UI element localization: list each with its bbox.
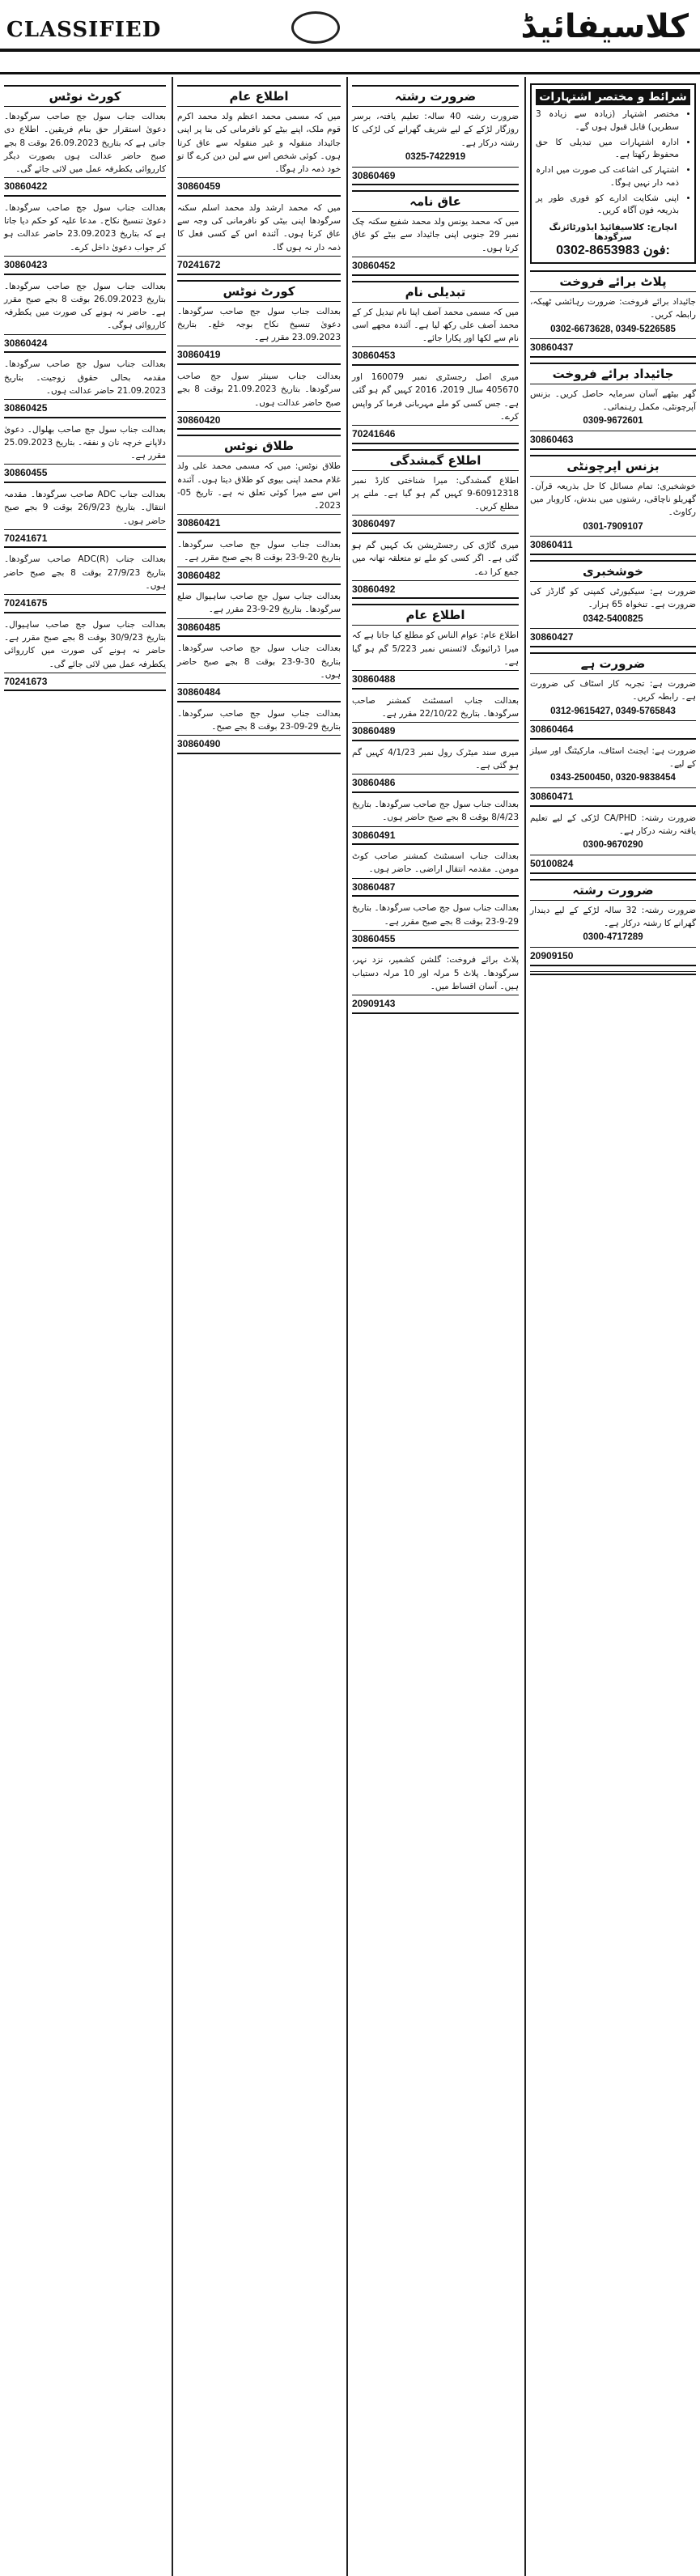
ad-item <box>4 280 166 354</box>
ad-code: 70241673 <box>4 673 166 692</box>
ad-code: 30860424 <box>4 334 166 354</box>
ad-item <box>352 215 519 275</box>
ad-item <box>530 388 696 450</box>
ad-body: اطلاع عام: عوام الناس کو مطلع کیا جاتا ہے کہ میرا ڈرائیونگ لائسنس نمبر 5/223 گم ہو گیا ہے۔ <box>352 630 520 667</box>
phone-prefix: فون: <box>643 244 670 257</box>
ad-body: بعدالت جناب سول جج صاحب سرگودھا۔ مقدمہ بحالی حقوق زوجیت۔ بتاریخ 21.09.2023 حاضر عدالت ہوں۔ <box>4 359 166 396</box>
rules-box <box>530 83 696 264</box>
ad-code: 20909150 <box>530 947 696 966</box>
section-general-notice: اطلاع عام <box>177 85 341 107</box>
urdu-title: کلاسیفائیڈ <box>520 8 689 45</box>
ad-item <box>4 110 166 197</box>
section-court-notice-center: کورٹ نوٹس <box>177 280 341 302</box>
ad-item <box>352 474 519 534</box>
ad-item <box>4 618 166 692</box>
ad-item <box>352 371 519 444</box>
ad-code: 30860463 <box>530 431 696 450</box>
ad-item <box>352 902 519 948</box>
ad-code: 30860489 <box>352 722 519 741</box>
ad-item <box>4 202 166 275</box>
ad-item <box>530 295 696 358</box>
ad-item <box>352 306 519 366</box>
ad-body: بعدالت جناب سول جج صاحب سرگودھا۔ بتاریخ 29-9-23 بوقت 8 بجے صبح مقرر ہے۔ <box>352 903 519 927</box>
ad-code: 30860497 <box>352 515 519 534</box>
section-required: ضرورت ہے <box>530 652 696 674</box>
contact-phone-row <box>536 242 690 258</box>
ad-phone: 0302-6673628, 0349-5226585 <box>550 324 676 334</box>
ad-body: ضرورت ہے: تجربہ کار اسٹاف کی ضرورت ہے۔ رابطہ کریں۔ <box>530 679 696 702</box>
ad-body: طلاق نوٹس: میں کہ مسمی محمد علی ولد غلام محمد اپنی بیوی کو طلاق دیتا ہوں۔ آئندہ اس سے میرا کوئی تعلق نہ ہے۔ تاریخ 05-2023۔ <box>177 461 341 511</box>
ad-item <box>4 358 166 418</box>
ad-item <box>530 812 696 874</box>
ad-body: بعدالت جناب سول جج صاحب سرگودھا۔ دعویٰ تنسیخ نکاح۔ مدعا علیہ کو حکم دیا جاتا ہے کہ بتاریخ 23.09.2023 حاضر عدالت ہو کر جواب دعویٰ داخل کرے۔ <box>4 202 166 253</box>
ad-body: میں کہ مسمی محمد آصف اپنا نام تبدیل کر کے محمد آصف علی رکھ لیا ہے۔ آئندہ مجھے اسی نام سے لکھا اور پکارا جائے۔ <box>352 307 519 344</box>
column-center-left <box>172 77 345 2576</box>
ad-phone: 0300-4717289 <box>583 932 643 943</box>
rule-item: • مختصر اشتہار (زیادہ سے زیادہ 3 سطریں) قابل قبول ہوں گے۔ <box>536 108 679 134</box>
section-matrimonial-right: ضرورت رشتہ <box>530 879 696 901</box>
section-business: بزنس اپرچونٹی <box>530 455 696 477</box>
ad-body: ضرورت رشتہ 40 سالہ: تعلیم یافتہ، برسر روزگار لڑکے کے لیے شریف گھرانے کی لڑکی کا رشتہ درکار ہے۔ <box>352 112 519 148</box>
ad-body: جائیداد برائے فروخت: ضرورت رہائشی ٹھیکہ، رابطہ کریں۔ <box>530 297 696 320</box>
ad-body: بعدالت جناب سول جج صاحب سرگودھا۔ بتاریخ 8/4/23 بوقت 8 بجے صبح حاضر ہوں۔ <box>352 800 519 823</box>
ad-body: میری سند میٹرک رول نمبر 4/1/23 کہیں گم ہو گئی ہے۔ <box>352 747 519 771</box>
ad-code: 30860427 <box>530 628 696 647</box>
section-matrimonial: ضرورت رشتہ <box>352 85 519 107</box>
ad-phone: 0325-7422919 <box>405 151 466 162</box>
ad-body: بعدالت جناب سول جج صاحب سرگودھا۔ دعویٰ تنسیخ نکاح بوجہ خلع۔ بتاریخ 23.09.2023 مقرر ہے۔ <box>177 306 341 343</box>
ad-item <box>530 585 696 647</box>
ad-body: بعدالت جناب (R)ADC صاحب سرگودھا۔ بتاریخ 27/9/23 بوقت 8 بجے صبح حاضر ہوں۔ <box>4 554 166 591</box>
ad-code: 30860490 <box>177 735 341 754</box>
page-header <box>0 0 700 74</box>
ad-code: 30860452 <box>352 257 519 276</box>
ad-item <box>177 305 341 365</box>
ad-item <box>352 746 519 793</box>
section-property: پلاٹ برائے فروخت <box>530 270 696 292</box>
ad-item <box>177 202 341 275</box>
ad-item <box>4 423 166 483</box>
ad-item <box>177 370 341 430</box>
ad-item <box>530 677 696 740</box>
ad-code: 30860455 <box>352 930 519 949</box>
ad-code: 50100824 <box>530 855 696 874</box>
ad-item <box>177 460 341 533</box>
ad-phone: 0312-9615427, 0349-5765843 <box>550 706 676 716</box>
ad-body: پلاٹ برائے فروخت: گلشن کشمیر، نزد نہر، سرگودھا۔ پلاٹ 5 مرلہ اور 10 مرلہ دستیاب ہیں۔ آسان اقساط میں۔ <box>352 955 520 991</box>
ad-item <box>352 539 519 599</box>
rule-item: • اپنی شکایت ادارے کو فوری طور پر بذریعہ فون آگاہ کریں۔ <box>536 193 679 219</box>
header-rule <box>0 49 700 52</box>
ad-code: 30860423 <box>4 256 166 275</box>
ad-code: 30860425 <box>4 399 166 418</box>
ad-item <box>530 480 696 555</box>
ad-body: گھر بیٹھے آسان سرمایہ حاصل کریں۔ بزنس آپرچونٹی، مکمل رہنمائی۔ <box>530 388 696 413</box>
ad-item <box>530 745 696 807</box>
ad-code: 70241672 <box>177 256 341 275</box>
english-title: CLASSIFIED <box>6 18 162 42</box>
ad-code <box>530 971 696 975</box>
rule-item: • اشتہار کی اشاعت کی صورت میں ادارہ ذمہ دار نہیں ہوگا۔ <box>536 164 679 190</box>
ad-code: 30860437 <box>530 338 696 358</box>
ad-body: میں کہ محمد ارشد ولد محمد اسلم سکنہ سرگودھا اپنی بیٹی کو نافرمانی کی وجہ سے عاق کرتا ہوں۔ آئندہ اس کے کسی فعل کا ذمہ دار نہ ہوں گا۔ <box>177 202 341 253</box>
ad-phone: 0343-2500450, 0320-9838454 <box>550 773 676 783</box>
ad-body: بعدالت جناب سینئر سول جج صاحب سرگودھا۔ بتاریخ 21.09.2023 بوقت 8 بجے صبح حاضر عدالت ہوں۔ <box>177 371 341 408</box>
contact-phone: 0302-8653983 <box>556 244 640 257</box>
ad-body: بعدالت جناب سول جج صاحب سرگودھا۔ دعویٰ استقرار حق بنام فریقین۔ اطلاع دی جاتی ہے کہ بتاریخ 26.09.2023 بوقت 8 بجے صبح حاضر عدالت ہوں بصورت دیگر کارروائی یکطرفہ عمل میں لائی جائے گی۔ <box>4 112 166 175</box>
ad-body: بعدالت جناب اسسٹنٹ کمشنر صاحب سرگودھا۔ بتاریخ 22/10/22 مقرر ہے۔ <box>352 695 519 719</box>
section-court-notice: کورٹ نوٹس <box>4 85 166 107</box>
ad-code: 30860492 <box>352 580 519 600</box>
ad-item <box>352 850 519 897</box>
ad-code: 30860487 <box>352 878 519 898</box>
ad-item <box>352 953 519 1013</box>
ad-body: بعدالت جناب سول جج صاحب سرگودھا۔ بتاریخ 26.09.2023 بوقت 8 بجے صبح مقرر ہے۔ حاضر نہ ہونے کی صورت میں یکطرفہ کارروائی ہوگی۔ <box>4 281 167 331</box>
ad-body: بعدالت جناب اسسٹنٹ کمشنر صاحب کوٹ مومن۔ مقدمہ انتقال اراضی۔ حاضر ہوں۔ <box>352 851 519 875</box>
ad-phone: 0300-9670290 <box>583 840 643 851</box>
ad-code: 30860459 <box>177 177 341 197</box>
ad-code: 20909143 <box>352 995 519 1014</box>
ad-code: 30860420 <box>177 411 341 431</box>
ad-body: میری اصل رجسٹری نمبر 160079 اور 405670 سال 2019، 2016 کہیں گم ہو گئی ہے۔ جس کسی کو ملے مہربانی فرما کر واپس کرے۔ <box>352 371 519 422</box>
ad-code: 30860482 <box>177 567 341 586</box>
ad-code: 30860455 <box>4 464 166 483</box>
ad-code: 30860471 <box>530 787 696 807</box>
magnifier-icon <box>291 11 340 44</box>
section-general-notice-center: اطلاع عام <box>352 604 519 626</box>
ad-item <box>530 971 696 975</box>
ad-code: 30860422 <box>4 177 166 197</box>
ad-code: 30860486 <box>352 774 519 793</box>
section-talaq: طلاق نوٹس <box>177 435 341 456</box>
ad-item <box>177 590 341 637</box>
ad-body: ضرورت ہے: سیکیورٹی کمپنی کو گارڈز کی ضرورت ہے۔ تنخواہ 65 ہزار۔ <box>530 587 696 610</box>
ad-body: ضرورت رشتہ: CA/PHD لڑکی کے لیے تعلیم یافتہ رشتہ درکار ہے۔ <box>530 813 696 837</box>
ad-code: 30860491 <box>352 826 519 846</box>
rules-title: شرائط و مختصر اشتہارات <box>536 89 690 105</box>
ad-code: 30860488 <box>352 670 519 690</box>
ad-item <box>352 798 519 845</box>
ad-body: بعدالت جناب سول جج صاحب سرگودھا۔ بتاریخ 30-9-23 بوقت 8 بجے صبح حاضر ہوں۔ <box>177 643 341 680</box>
ad-code: 30860485 <box>177 618 341 638</box>
ad-item <box>177 707 341 754</box>
rules-list <box>536 108 690 218</box>
ad-body: ضرورت ہے: ایجنٹ اسٹاف، مارکیٹنگ اور سیلز کے لیے۔ <box>530 745 696 770</box>
ad-body: میں کہ محمد یونس ولد محمد شفیع سکنہ چک نمبر 29 جنوبی اپنی جائیداد سے بیٹے کو عاق کرتا ہوں۔ <box>352 217 519 253</box>
ad-item <box>530 904 696 966</box>
ad-code: 30860419 <box>177 346 341 365</box>
ad-item <box>352 629 519 689</box>
ad-code: 30860464 <box>530 720 696 740</box>
ad-item <box>177 642 341 702</box>
section-house-sale: جائیداد برائے فروخت <box>530 363 696 384</box>
ad-item <box>177 110 341 197</box>
ad-item <box>4 488 166 548</box>
classified-columns <box>0 77 700 2576</box>
ad-body: میں کہ مسمی محمد اعظم ولد محمد اکرم قوم ملک، اپنے بیٹے کو نافرمانی کی بنا پر اپنی جائیداد منقولہ و غیر منقولہ سے عاق کرتا ہوں۔ کوئی شخص اس سے لین دین کرے گا تو خود ذمہ دار ہوگا۔ <box>177 112 341 175</box>
section-disown: عاق نامہ <box>352 190 519 212</box>
ad-code: 30860469 <box>352 167 519 186</box>
ad-code: 30860411 <box>530 536 696 555</box>
ad-body: بعدالت جناب سول جج صاحب ساہیوال۔ بتاریخ 30/9/23 بوقت 8 بجے صبح مقرر ہے۔ حاضر نہ ہونے کی صورت میں کارروائی یکطرفہ عمل میں لائی جائے گی۔ <box>4 619 166 669</box>
section-name-change: تبدیلی نام <box>352 281 519 303</box>
ad-phone: 0342-5400825 <box>583 613 643 624</box>
ad-phone: 0309-9672601 <box>583 416 643 427</box>
column-center-right <box>346 77 523 2576</box>
section-good-news: خوشخبری <box>530 560 696 582</box>
ad-body: بعدالت جناب سول جج صاحب بھلوال۔ دعویٰ دلاپانے خرچہ نان و نفقہ۔ بتاریخ 25.09.2023 مقرر ہے۔ <box>4 424 166 461</box>
column-left <box>0 77 170 2576</box>
ad-item <box>177 538 341 585</box>
ad-item <box>352 110 519 185</box>
ad-item <box>4 553 166 613</box>
section-lost: اطلاع گمشدگی <box>352 449 519 471</box>
ad-body: ضرورت رشتہ: 32 سالہ لڑکے کے لیے دیندار گھرانے کا رشتہ درکار ہے۔ <box>530 905 697 929</box>
ad-body: خوشخبری: تمام مسائل کا حل بذریعہ قرآن۔ گھریلو ناچاقی، رشتوں میں بندش، کاروبار میں رکاوٹ۔ <box>530 481 696 518</box>
ad-body: میری گاڑی کی رجسٹریشن بک کہیں گم ہو گئی ہے۔ اگر کسی کو ملے تو متعلقہ تھانہ میں جمع کرا دے۔ <box>352 541 519 577</box>
ad-code: 30860453 <box>352 346 519 366</box>
ad-code: 30860421 <box>177 514 341 533</box>
ad-code: 70241671 <box>4 529 166 549</box>
ad-item <box>352 694 519 741</box>
ad-body: اطلاع گمشدگی: میرا شناختی کارڈ نمبر 60912318-9 کہیں گم ہو گیا ہے۔ ملنے پر مطلع کریں۔ <box>352 475 519 512</box>
ad-body: بعدالت جناب سول جج صاحب سرگودھا۔ بتاریخ 29-09-23 بوقت 8 بجے صبح۔ <box>177 708 341 732</box>
ad-code: 70241646 <box>352 425 519 444</box>
ad-phone: 0301-7909107 <box>583 521 643 532</box>
ad-body: بعدالت جناب سول جج صاحب ساہیوال ضلع سرگودھا۔ بتاریخ 29-9-23 مقرر ہے۔ <box>177 592 341 615</box>
ad-body: بعدالت جناب سول جج صاحب سرگودھا۔ بتاریخ 20-9-23 بوقت 8 بجے صبح مقرر ہے۔ <box>177 540 341 563</box>
contact-label: انچارج: کلاسیفائیڈ ایڈورٹائزنگ سرگودھا <box>549 223 677 242</box>
ad-code: 30860484 <box>177 683 341 702</box>
ad-code: 70241675 <box>4 594 166 613</box>
rule-item: • ادارہ اشتہارات میں تبدیلی کا حق محفوظ رکھتا ہے۔ <box>536 137 679 163</box>
ad-body: بعدالت جناب ADC صاحب سرگودھا۔ مقدمہ انتقال۔ بتاریخ 26/9/23 بوقت 9 بجے صبح حاضر ہوں۔ <box>4 490 166 526</box>
column-right <box>524 77 700 2576</box>
